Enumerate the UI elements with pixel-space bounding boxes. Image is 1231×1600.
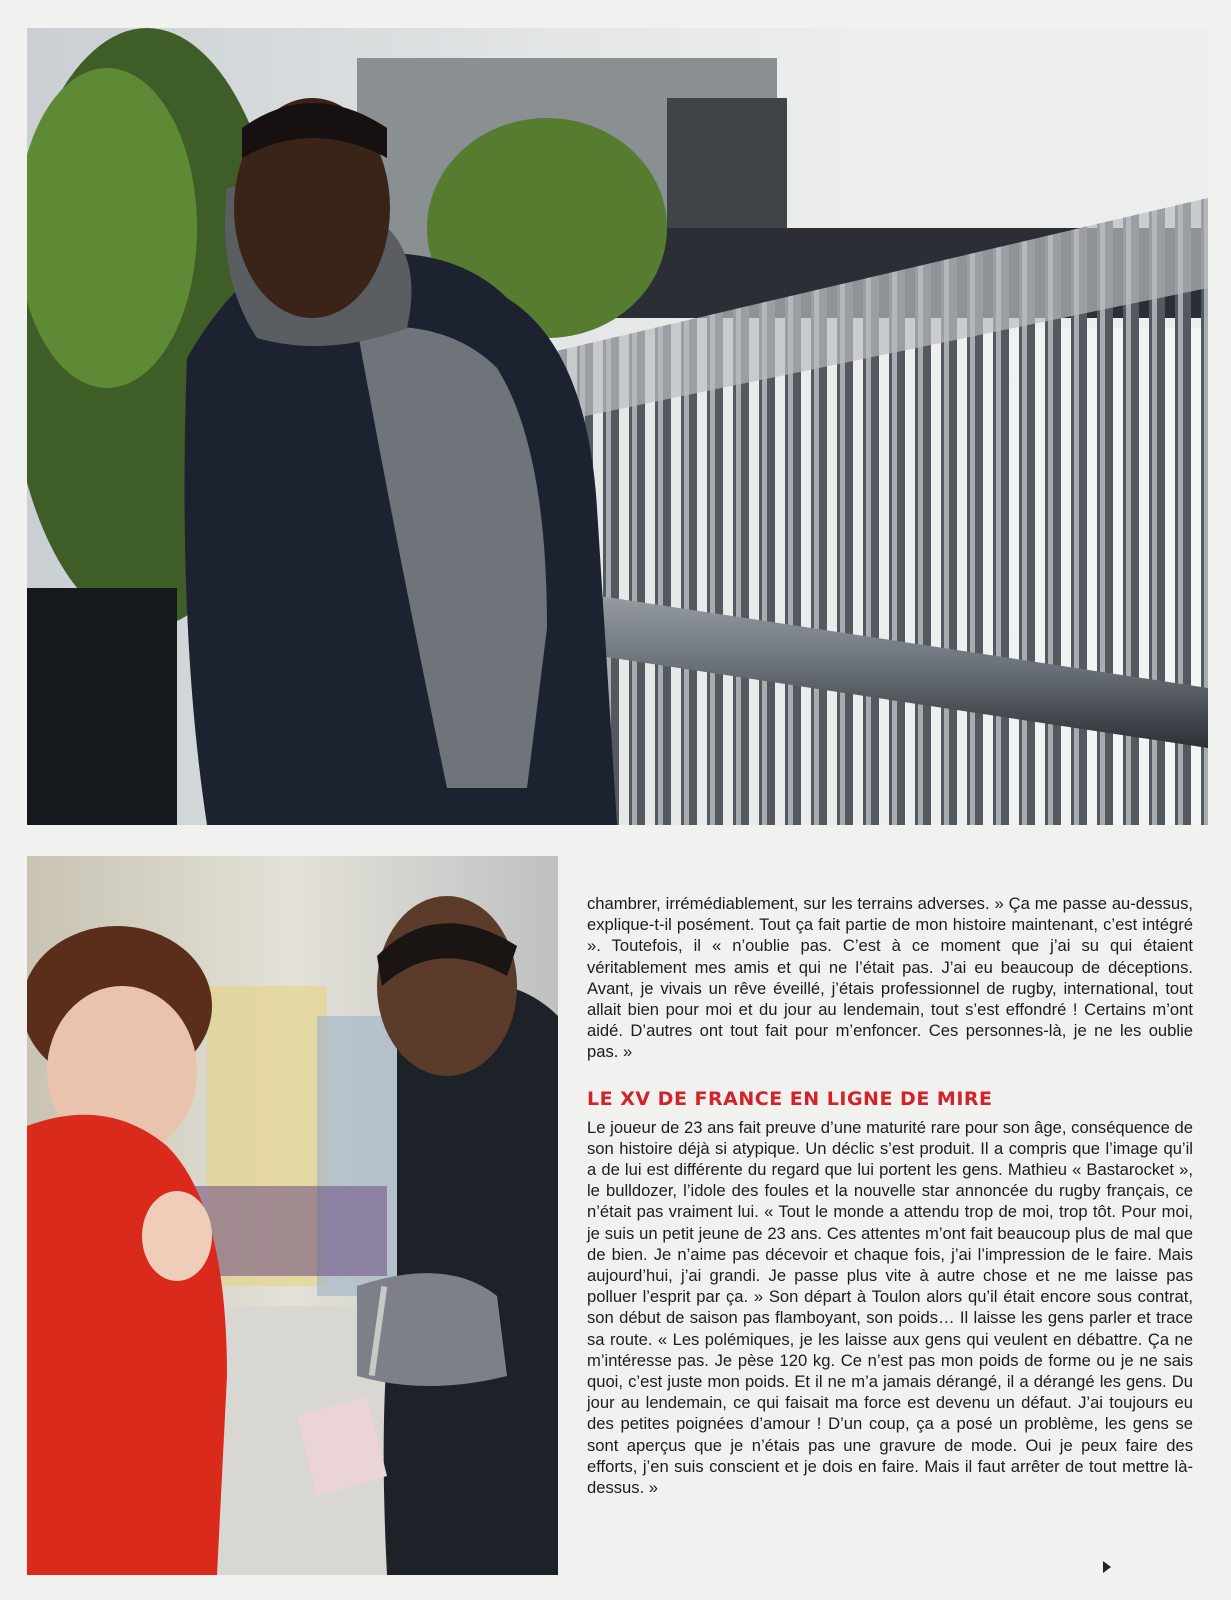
article-paragraph: Le joueur de 23 ans fait preuve d’une maturité rare pour son âge, conséquence de son histoire déjà si atypique. Un déclic s’est produit. Il a compris que l’image qu’il a de lui est différente du regard que lui portent les gens. Mathieu « Bastarocket », le bulldozer, l’idole des foules et la nouvelle star annoncée du rugby français, ce n’était pas vraiment lui. « Tout le monde a attendu trop de moi, trop tôt. Pour moi, je suis un petit jeune de 23 ans. Ces attentes m’ont fait beaucoup plus de mal que de bien. Je n’aime pas décevoir et chaque fois, j’ai l’impression de le faire. Mais aujourd’hui, j’ai grandi. Je passe plus vite à autre chose et ne me laisse pas polluer l’esprit par ça. » Son départ à Toulon alors qu’il était encore sous contrat, son début de saison pas flamboyant, son poids… Il laisse les gens parler et trace sa route. « Les polémiques, je les laisse aux gens qui veulent en débattre. Ça ne m’intéresse pas. Je pèse 120 kg. Ce n’est pas mon poids de forme ou je ne sais quoi, c’est juste mon poids. Et il ne m’a jamais dérangé, il a dérangé les gens. Du jour au lendemain, ce qui faisait ma force est devenu un défaut. J’ai toujours eu des petites poignées d’amour ! D’un coup, ça a posé un problème, les gens se sont aperçus que je n’étais pas une gravure de mode. Oui je peux faire des efforts, j’en suis conscient et je dois en faire. Mais il faut arrêter de tout mettre là-dessus. » (587, 1117, 1193, 1498)
portrait-photo-icon (27, 28, 1208, 825)
article-body (587, 893, 1193, 1498)
autograph-photo-icon (27, 856, 558, 1575)
article-paragraph: chambrer, irrémédiablement, sur les terrains adverses. » Ça me passe au-dessus, explique-t-il posément. Tout ça fait partie de mon histoire maintenant, c’est intégré ». Toutefois, il « n’oublie pas. C’est à ce moment que j’ai su qui étaient véritablement mes amis et qui ne l’était pas. J’ai eu beaucoup de déceptions. Avant, je vivais un rêve éveillé, j’étais professionnel de rugby, international, tout allait bien pour moi et du jour au lendemain, tout s’est effondré ! Certains m’ont aidé. D’autres ont tout fait pour m’enfoncer. Ces personnes-là, je ne les oublie pas. » (587, 894, 1193, 1062)
triangle-right-icon (1103, 1561, 1111, 1573)
section-heading: LE XV DE FRANCE EN LIGNE DE MIRE (587, 1087, 993, 1110)
